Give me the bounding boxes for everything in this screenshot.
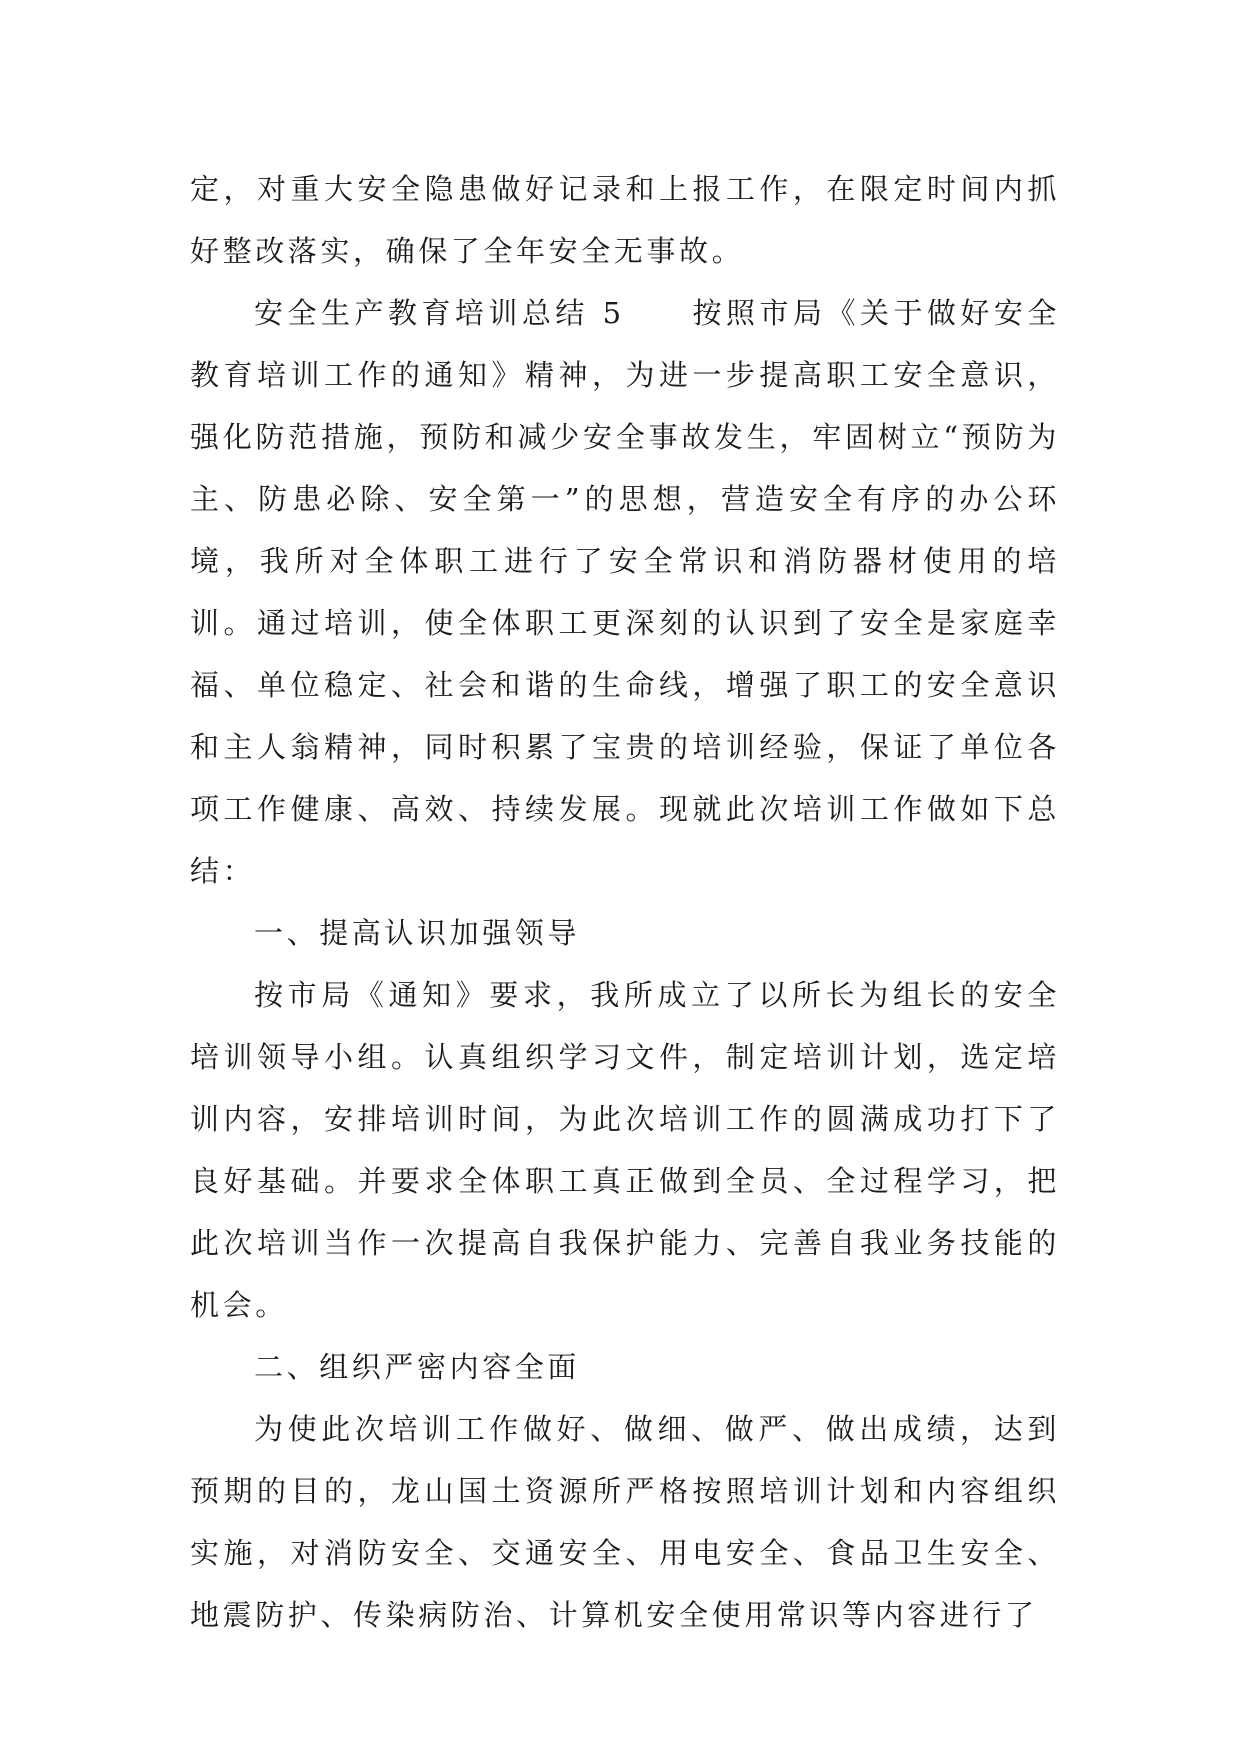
- paragraph-summary-intro: 安全生产教育培训总结 5 按照市局《关于做好安全教育培训工作的通知》精神，为进一步提高职工安全意识，强化防范措施，预防和减少安全事故发生，牢固树立“预防为主、防患必除、安全第一”的思想，营造安全有序的办公环境，我所对全体职工进行了安全常识和消防器材使用的培训。通过培训，使全体职工更深刻的认识到了安全是家庭幸福、单位稳定、社会和谐的生命线，增强了职工的安全意识和主人翁精神，同时积累了宝贵的培训经验，保证了单位各项工作健康、高效、持续发展。现就此次培训工作做如下总结：: [190, 296, 1060, 888]
- paragraph-section-1: 按市局《通知》要求，我所成立了以所长为组长的安全培训领导小组。认真组织学习文件，制定培训计划，选定培训内容，安排培训时间，为此次培训工作的圆满成功打下了良好基础。并要求全体职工真正做到全员、全过程学习，把此次培训当作一次提高自我保护能力、完善自我业务技能的机会。: [190, 978, 1060, 1322]
- document-body: [190, 158, 1060, 1646]
- paragraph-continuation: 定，对重大安全隐患做好记录和上报工作，在限定时间内抓好整改落实，确保了全年安全无事故。: [190, 172, 1060, 268]
- section-heading-1: 一、提高认识加强领导: [254, 916, 581, 950]
- paragraph-section-2: 为使此次培训工作做好、做细、做严、做出成绩，达到预期的目的，龙山国土资源所严格按照培训计划和内容组织实施，对消防安全、交通安全、用电安全、食品卫生安全、地震防护、传染病防治、计算机安全使用常识等内容进行了: [190, 1412, 1060, 1632]
- section-heading-2: 二、组织严密内容全面: [254, 1350, 581, 1384]
